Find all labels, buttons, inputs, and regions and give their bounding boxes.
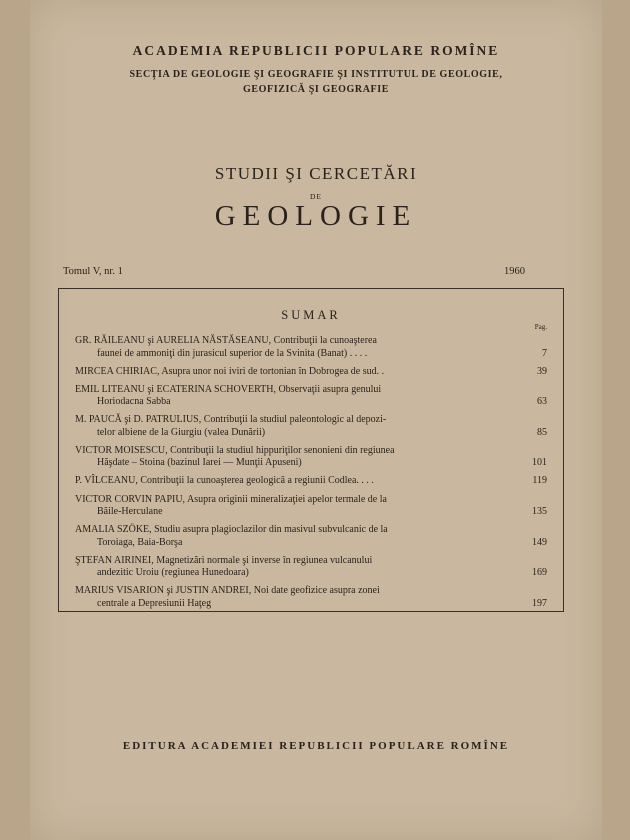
entry-page-number: 7 — [542, 347, 547, 359]
entry-line-2: telor albiene de la Giurgiu (valea Dunării) — [97, 426, 266, 438]
entry-line-1: VICTOR MOISESCU, Contribuţii la studiul hippuriţilor senonieni din regiunea — [75, 444, 395, 456]
entry-text — [75, 555, 521, 580]
entry-line-1: GR. RĂILEANU şi AURELIA NĂSTĂSEANU, Contribuţii la cunoaşterea — [75, 335, 377, 346]
entry-text — [75, 585, 521, 610]
title-line-2: DE — [310, 192, 322, 201]
entry-line-1: M. PAUCĂ şi D. PATRULIUS, Contribuţii la studiul paleontologic al depozi- — [75, 414, 387, 426]
entry-line-1: MIRCEA CHIRIAC, Asupra unor noi iviri de tortonian în Dobrogea de sud. . — [75, 365, 385, 377]
contents-entry — [75, 445, 547, 470]
entry-line-2: Horiodacna Sabba — [97, 396, 171, 408]
section-name — [30, 67, 602, 97]
entry-page-number: 135 — [532, 506, 547, 518]
contents-heading: SUMAR — [281, 308, 341, 322]
entry-page-number: 101 — [532, 457, 547, 469]
entry-text — [75, 384, 521, 409]
entry-page-number: 39 — [537, 365, 547, 377]
entry-text — [75, 494, 521, 519]
contents-entry — [75, 524, 547, 549]
entry-text — [75, 524, 521, 549]
entry-page-number: 63 — [537, 396, 547, 408]
title-main: GEOLOGIE — [214, 200, 418, 232]
entry-line-2: faunei de ammoniţi din jurasicul superior de la Svinita (Banat) . . . . — [97, 347, 368, 359]
entry-line-1: EMIL LITEANU şi ECATERINA SCHOVERTH, Observaţii asupra genului — [75, 383, 382, 395]
contents-entry — [75, 335, 547, 360]
entry-line-1: AMALIA SZÖKE, Studiu asupra plagioclazilor din masivul subvulcanic de la — [75, 524, 388, 536]
entry-line-2: Toroiaga, Baia-Borşa — [97, 536, 183, 548]
entry-text — [75, 475, 521, 488]
entry-line-1: ŞTEFAN AIRINEI, Magnetizări normale şi inverse în regiunea vulcanului — [75, 554, 373, 566]
publication-year: 1960 — [504, 266, 525, 277]
publisher: EDITURA ACADEMIEI REPUBLICII POPULARE ROMÎNE — [122, 740, 510, 752]
entry-line-2: Băile-Herculane — [97, 506, 163, 518]
contents-list — [75, 335, 547, 616]
entry-page-number: 197 — [532, 597, 547, 609]
volume-number: Tomul V, nr. 1 — [63, 266, 123, 277]
entry-page-number: 85 — [537, 426, 547, 438]
entry-text — [75, 445, 521, 470]
section-line-2: GEOFIZICĂ ŞI GEOGRAFIE — [242, 84, 389, 95]
contents-entry — [75, 414, 547, 439]
title-line-1: STUDII ŞI CERCETĂRI — [214, 164, 418, 183]
contents-box — [58, 288, 564, 612]
contents-entry — [75, 494, 547, 519]
entry-line-1: VICTOR CORVIN PAPIU, Asupra originii mineralizaţiei apelor termale de la — [75, 493, 387, 505]
entry-page-number: 149 — [532, 536, 547, 548]
journal-cover — [30, 0, 602, 840]
entry-line-2: Hăşdate – Stoina (bazinul Iarei — Munţii Apuseni) — [97, 457, 302, 469]
entry-text — [75, 414, 521, 439]
entry-page-number: 119 — [532, 475, 547, 487]
entry-line-1: P. VÎLCEANU, Contribuţii la cunoaşterea geologică a regiunii Codlea. . . . — [75, 475, 374, 487]
entry-line-1: MARIUS VISARION şi JUSTIN ANDREI, Noi date geofizice asupra zonei — [75, 585, 380, 597]
entry-line-2: andezitic Uroiu (regiunea Hunedoara) — [97, 567, 249, 579]
academy-name: ACADEMIA REPUBLICII POPULARE ROMÎNE — [132, 43, 500, 58]
entry-line-2: centrale a Depresiunii Haţeg — [97, 597, 212, 609]
contents-entry — [75, 555, 547, 580]
contents-entry — [75, 384, 547, 409]
contents-entry — [75, 366, 547, 379]
entry-text — [75, 366, 521, 379]
entry-page-number: 169 — [532, 567, 547, 579]
section-line-1: SECŢIA DE GEOLOGIE ŞI GEOGRAFIE ŞI INSTITUTUL DE GEOLOGIE, — [129, 69, 503, 80]
entry-text — [75, 335, 521, 360]
page-column-header: Pag. — [534, 323, 547, 331]
contents-entry — [75, 585, 547, 610]
contents-entry — [75, 475, 547, 488]
